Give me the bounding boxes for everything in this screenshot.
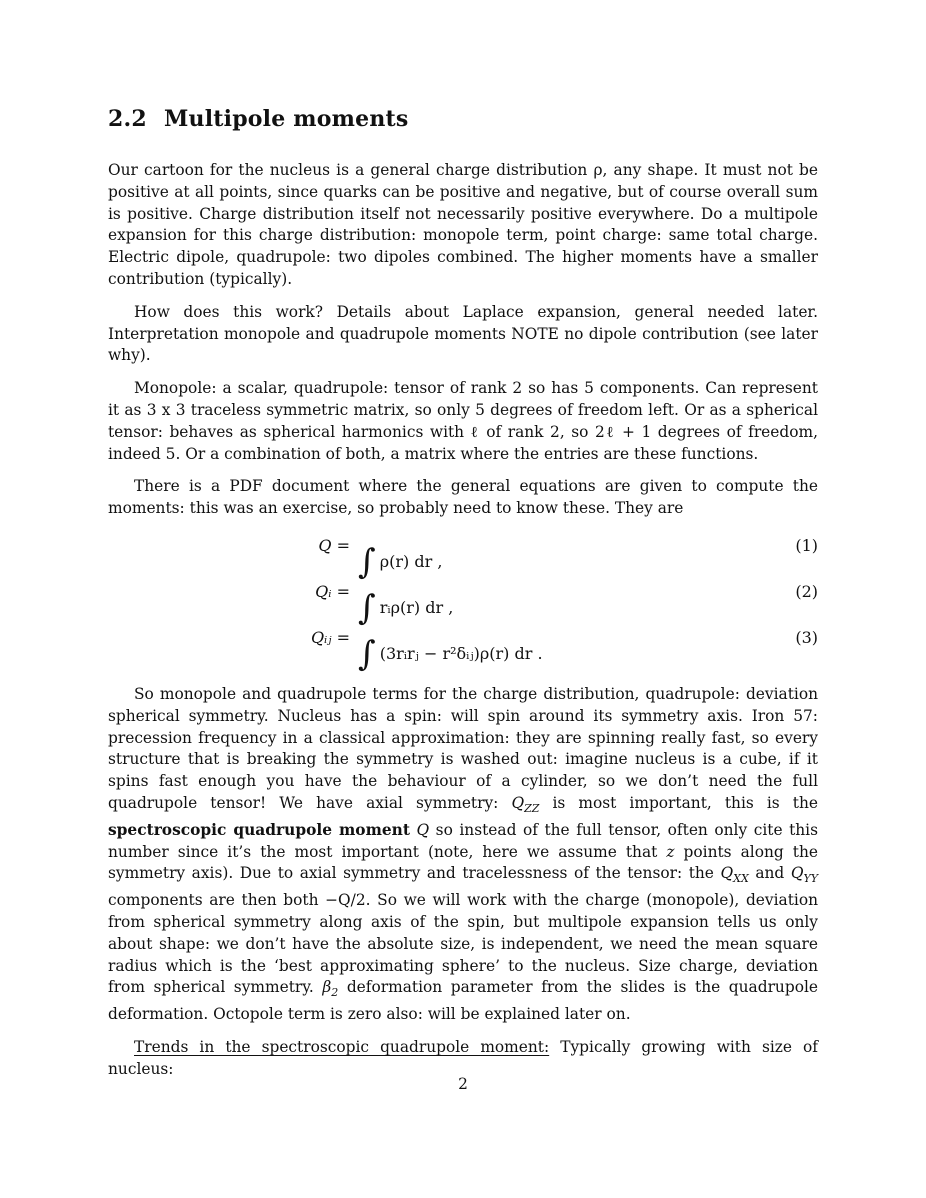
- bold-term: spectroscopic quadrupole moment: [108, 820, 410, 839]
- equation-3: [108, 620, 818, 674]
- body-text-top: [108, 160, 818, 531]
- equation-3-lhs: Qᵢⱼ =: [310, 628, 350, 647]
- math-q: Q: [511, 793, 525, 812]
- equation-3-rhs: [358, 628, 543, 674]
- section-heading: [108, 106, 408, 132]
- equation-1-lhs: Q =: [318, 536, 350, 555]
- equation-2: [108, 574, 818, 628]
- math-q: Q: [409, 820, 430, 839]
- section-number: 2.2: [108, 106, 147, 132]
- paragraph-5-text: components are then both −Q/2. So we will work with the charge (monopole), deviation from spherical symmetry along axis of the spin, but multipole expansion tells us only about shape: we don’t have the absolute size, is independent, we need the mean square radius which is the ‘best approximating sphere’ to the nucleus. Size charge, deviation from spherical symmetry.: [108, 891, 818, 997]
- paragraph-6-text: Typically growing with size of nucleus:: [108, 1037, 818, 1078]
- body-text-bottom: [108, 684, 818, 1092]
- underlined-heading: Trends in the spectroscopic quadrupole moment:: [134, 1037, 550, 1056]
- equation-3-number: (3): [795, 628, 818, 647]
- math-subscript: 2: [331, 986, 339, 1000]
- math-q: Q: [720, 864, 734, 883]
- equation-1-rhs: [358, 536, 443, 582]
- equation-block: [108, 528, 818, 674]
- integral-sign: ∫: [358, 542, 376, 582]
- paragraph-2: How does this work? Details about Laplace expansion, general needed later. Interpretation monopole and quadrupole moments NOTE no dipole contribution (see later why).: [108, 302, 818, 365]
- math-beta: β: [322, 978, 332, 997]
- paragraph-5-text: deformation parameter from the slides is the quadrupole deformation. Octopole term is zero also: will be explained later on.: [108, 978, 818, 1024]
- math-z: z: [666, 842, 675, 861]
- paragraph-5: [108, 684, 818, 1026]
- equation-1-number: (1): [795, 536, 818, 555]
- paragraph-5-text: So monopole and quadrupole terms for the charge distribution, quadrupole: deviation spherical symmetry. Nucleus has a spin: will spin around its symmetry axis. Iron 57: precession frequency in a classical approximation: they are spinning really fast, so every structure that is breaking the symmetry is washed out: imagine nucleus is a cube, if it spins fast enough you have the behaviour of a cylinder, so we don’t need the full quadrupole tensor! We have axial symmetry:: [108, 685, 818, 812]
- paragraph-5-text: points along the symmetry axis). Due to axial symmetry and tracelessness of the tensor: the: [108, 842, 819, 883]
- math-q: Q: [790, 864, 804, 883]
- math-subscript: XX: [733, 872, 749, 886]
- equation-2-lhs: Qᵢ =: [315, 582, 350, 601]
- paragraph-5-text: so instead of the full tensor, often only cite this number since it’s the most important (note, here we assume that: [108, 820, 819, 861]
- paragraph-1: Our cartoon for the nucleus is a general charge distribution ρ, any shape. It must not be positive at all points, since quarks can be positive and negative, but of course overall sum is positive. Charge distribution itself not necessarily positive everywhere. Do a multipole expansion for this charge distribution: monopole term, point charge: same total charge. Electric dipole, quadrupole: two dipoles combined. The higher moments have a smaller contribution (typically).: [108, 161, 818, 288]
- equation-2-number: (2): [795, 582, 818, 601]
- paragraph-5-text: is most important, this is the: [539, 793, 818, 812]
- paragraph-4: There is a PDF document where the general equations are given to compute the moments: this was an exercise, so probably need to know these. They are: [108, 477, 818, 518]
- integral-sign: ∫: [358, 588, 376, 628]
- equation-1: [108, 528, 818, 582]
- math-subscript: ZZ: [524, 801, 540, 815]
- paragraph-3: Monopole: a scalar, quadrupole: tensor of rank 2 so has 5 components. Can represent it as 3 x 3 traceless symmetric matrix, so only 5 degrees of freedom left. Or as a spherical tensor: behaves as spherical harmonics with ℓ of rank 2, so 2ℓ + 1 degrees of freedom, indeed 5. Or a combination of both, a matrix where the entries are these functions.: [108, 379, 818, 463]
- paragraph-6: [108, 1037, 818, 1081]
- page-number: 2: [458, 1075, 468, 1093]
- equation-3-integrand: (3rᵢrⱼ − r²δᵢⱼ)ρ(r) dr .: [379, 644, 543, 663]
- paragraph-5-text: and: [748, 864, 791, 883]
- equation-2-integrand: rᵢρ(r) dr ,: [379, 598, 454, 617]
- equation-2-rhs: [358, 582, 454, 628]
- integral-sign: ∫: [358, 634, 376, 674]
- equation-1-integrand: ρ(r) dr ,: [379, 552, 443, 571]
- section-title: Multipole moments: [164, 106, 409, 132]
- math-subscript: YY: [803, 872, 818, 886]
